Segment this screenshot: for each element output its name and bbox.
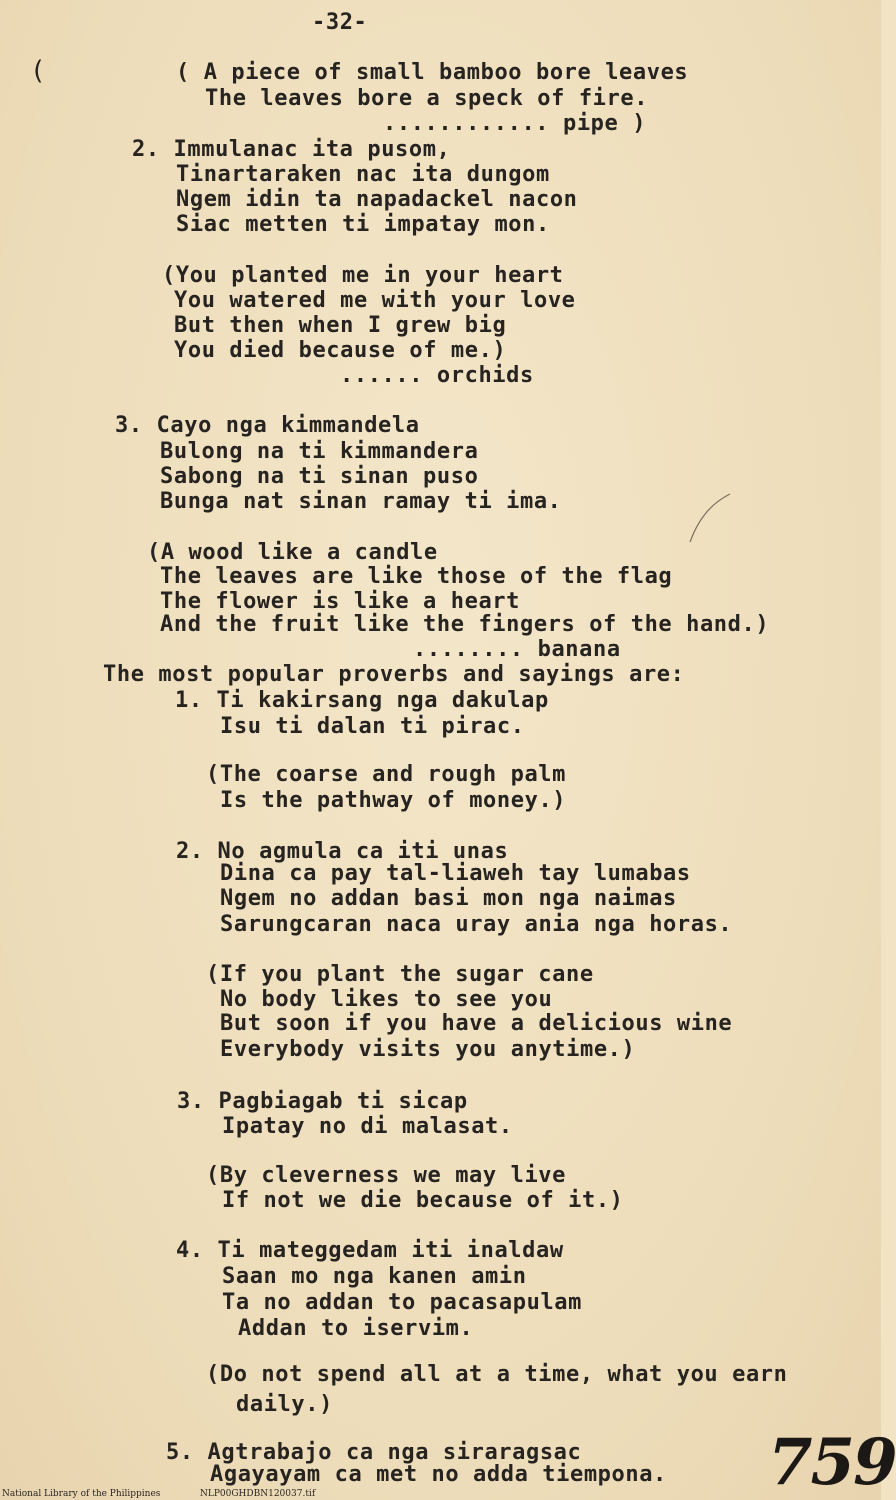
text-line: ...... orchids <box>340 363 534 388</box>
text-line: The leaves bore a speck of fire. <box>205 86 649 111</box>
page-number: -32- <box>312 10 368 35</box>
text-line: 3. Pagbiagab ti sicap <box>177 1089 468 1114</box>
text-line: (By cleverness we may live <box>206 1163 566 1188</box>
text-line: Saan mo nga kanen amin <box>222 1264 527 1289</box>
text-line: 5. Agtrabajo ca nga siraragsac <box>166 1440 582 1465</box>
text-line: Tinartaraken nac ita dungom <box>176 162 550 187</box>
text-line: 4. Ti mateggedam iti inaldaw <box>176 1238 564 1263</box>
text-line: (You planted me in your heart <box>162 263 564 288</box>
text-line: Agayayam ca met no adda tiempona. <box>210 1462 667 1487</box>
text-line: Siac metten ti impatay mon. <box>176 212 550 237</box>
text-line: Ngem no addan basi mon nga naimas <box>220 886 677 911</box>
text-line: Sarungcaran naca uray ania nga horas. <box>220 912 733 937</box>
text-line: 3. Cayo nga kimmandela <box>115 413 420 438</box>
pencil-mark <box>680 490 740 550</box>
text-line: 2. Immulanac ita pusom, <box>132 137 451 162</box>
text-line: Sabong na ti sinan puso <box>160 464 479 489</box>
text-line: You died because of me.) <box>174 338 507 363</box>
text-line: ............ pipe ) <box>383 111 647 136</box>
text-line: ( A piece of small bamboo bore leaves <box>176 60 689 85</box>
text-line: 2. No agmula ca iti unas <box>176 839 509 864</box>
text-line: Isu ti dalan ti pirac. <box>220 714 525 739</box>
text-line: (A wood like a candle <box>147 540 438 565</box>
footer-library-credit: National Library of the Philippines <box>2 1489 161 1499</box>
text-line: (If you plant the sugar cane <box>206 962 594 987</box>
text-line: Ngem idin ta napadackel nacon <box>176 187 578 212</box>
text-line: No body likes to see you <box>220 987 553 1012</box>
text-line: (The coarse and rough palm <box>206 762 566 787</box>
text-line: The most popular proverbs and sayings are: <box>103 662 685 687</box>
footer-file-name: NLP00GHDBN120037.tif <box>200 1489 316 1499</box>
text-line: ........ banana <box>413 637 621 662</box>
text-line: Addan to iservim. <box>238 1316 474 1341</box>
margin-mark: ( <box>30 56 47 86</box>
text-line: Everybody visits you anytime.) <box>220 1037 636 1062</box>
text-line: And the fruit like the fingers of the hand.) <box>160 612 770 637</box>
text-line: The flower is like a heart <box>160 589 520 614</box>
text-line: daily.) <box>236 1392 333 1417</box>
text-line: 1. Ti kakirsang nga dakulap <box>175 688 549 713</box>
text-line: But soon if you have a delicious wine <box>220 1011 733 1036</box>
text-line: You watered me with your love <box>174 288 576 313</box>
text-line: (Do not spend all at a time, what you earn <box>206 1362 788 1387</box>
page-stamp-number: 759 <box>768 1425 896 1500</box>
text-line: Ipatay no di malasat. <box>222 1114 513 1139</box>
text-line: Is the pathway of money.) <box>220 788 567 813</box>
text-line: Bunga nat sinan ramay ti ima. <box>160 489 562 514</box>
text-line: But then when I grew big <box>174 313 507 338</box>
text-line: Bulong na ti kimmandera <box>160 439 479 464</box>
text-line: If not we die because of it.) <box>222 1188 624 1213</box>
text-line: Dina ca pay tal-liaweh tay lumabas <box>220 861 691 886</box>
text-line: Ta no addan to pacasapulam <box>222 1290 582 1315</box>
text-line: The leaves are like those of the flag <box>160 564 673 589</box>
